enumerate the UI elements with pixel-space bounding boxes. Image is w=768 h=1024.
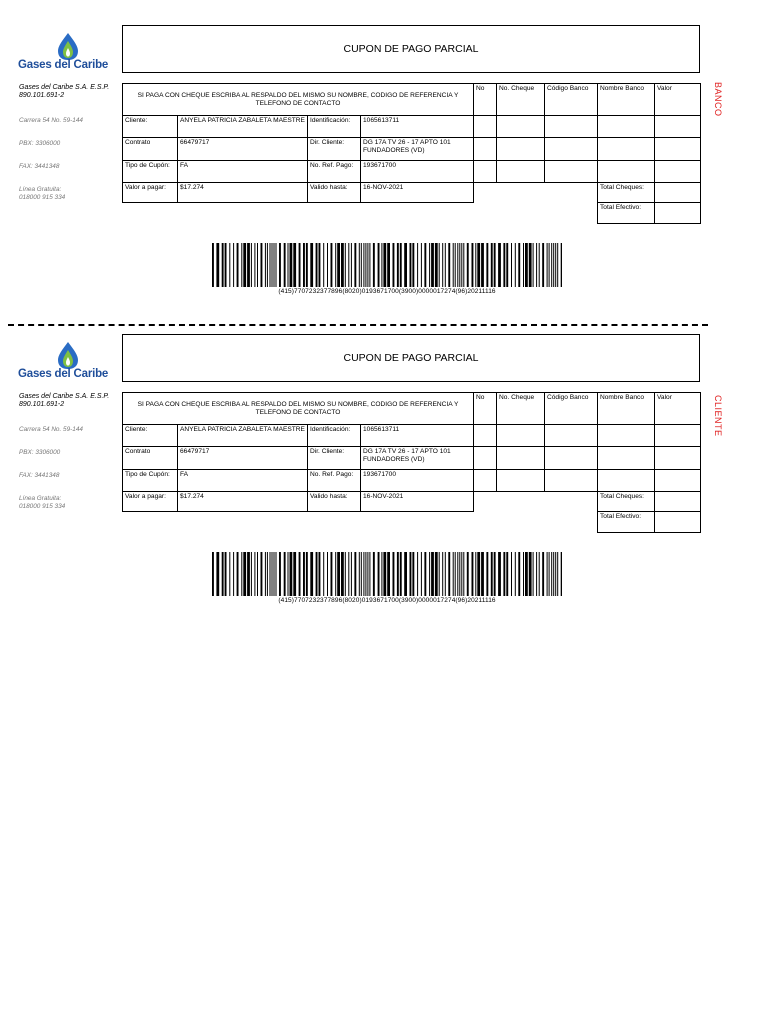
valor-pagar-label: Valor a pagar: (123, 183, 178, 203)
tipo-cupon-value: FA (178, 470, 308, 492)
check-cell (545, 447, 598, 470)
header-nombre-banco: Nombre Banco (598, 393, 655, 425)
check-cell (545, 161, 598, 183)
company-fax: FAX: 3441348 (19, 472, 60, 479)
cliente-value: ANYELA PATRICIA ZABALETA MAESTRE (178, 425, 308, 447)
valor-pagar-value: $17.274 (178, 183, 308, 203)
check-cell (655, 138, 701, 161)
check-notice: SI PAGA CON CHEQUE ESCRIBA AL RESPALDO DEL MISMO SU NOMBRE, CODIGO DE REFERENCIA Y TELEFONO DE CONTACTO (123, 84, 474, 116)
total-efectivo-label: Total Efectivo: (598, 512, 655, 533)
check-cell (598, 161, 655, 183)
valor-pagar-label: Valor a pagar: (123, 492, 178, 512)
total-efectivo-label: Total Efectivo: (598, 203, 655, 224)
check-cell (598, 447, 655, 470)
check-cell (474, 425, 497, 447)
header-valor: Valor (655, 84, 701, 116)
identificacion-label: Identificación: (308, 116, 361, 138)
total-cheques-value (655, 492, 701, 512)
dir-cliente-label: Dir. Cliente: (308, 447, 361, 470)
header-codigo-banco: Código Banco (545, 393, 598, 425)
check-cell (598, 138, 655, 161)
dir-cliente-value: DG 17A TV 26 - 17 APTO 101 FUNDADORES (VD) (361, 138, 474, 161)
total-cheques-label: Total Cheques: (598, 492, 655, 512)
identificacion-value: 1065613711 (361, 425, 474, 447)
tipo-cupon-label: Tipo de Cupón: (123, 161, 178, 183)
check-cell (474, 161, 497, 183)
company-address: Carrera 54 No. 59-144 (19, 117, 83, 124)
valido-hasta-value: 16-NOV-2021 (361, 183, 474, 203)
check-cell (598, 116, 655, 138)
company-name (19, 84, 119, 100)
company-nit: 890.101.691-2 (19, 401, 65, 408)
tipo-cupon-label: Tipo de Cupón: (123, 470, 178, 492)
no-ref-pago-label: No. Ref. Pago: (308, 470, 361, 492)
company-name (19, 393, 119, 409)
valido-hasta-value: 16-NOV-2021 (361, 492, 474, 512)
check-cell (474, 447, 497, 470)
contrato-label: Contrato (123, 138, 178, 161)
cliente-value: ANYELA PATRICIA ZABALETA MAESTRE (178, 116, 308, 138)
free-line-number: 018000 915 334 (19, 502, 66, 510)
dir-cliente-label: Dir. Cliente: (308, 138, 361, 161)
check-cell (655, 470, 701, 492)
header-valor: Valor (655, 393, 701, 425)
barcode (212, 243, 562, 287)
check-cell (497, 447, 545, 470)
company-free-line (19, 186, 65, 201)
check-cell (655, 425, 701, 447)
barcode-number: (415)7707232377896(8020)0193671700(3900)0000017274(96)20211116 (278, 597, 496, 604)
logo-wordmark: Gases del Caribe (18, 59, 109, 71)
total-efectivo-value (655, 512, 701, 533)
cliente-label: Cliente: (123, 425, 178, 447)
total-cheques-value (655, 183, 701, 203)
check-cell (655, 161, 701, 183)
company-pbx: PBX: 3306000 (19, 449, 61, 456)
coupon-cliente (0, 334, 768, 634)
total-cheques-label: Total Cheques: (598, 183, 655, 203)
flame-drop-icon (16, 340, 120, 370)
check-cell (474, 138, 497, 161)
logo-wordmark: Gases del Caribe (18, 368, 109, 380)
dir-cliente-value: DG 17A TV 26 - 17 APTO 101 FUNDADORES (VD) (361, 447, 474, 470)
header-no: No (474, 84, 497, 116)
company-name-text: Gases del Caribe S.A. E.S.P. (19, 393, 110, 400)
no-ref-pago-value: 193671700 (361, 161, 474, 183)
check-cell (474, 116, 497, 138)
check-cell (655, 116, 701, 138)
company-name-text: Gases del Caribe S.A. E.S.P. (19, 84, 110, 91)
free-line-number: 018000 915 334 (19, 193, 66, 201)
barcode (212, 552, 562, 596)
total-efectivo-value (655, 203, 701, 224)
tipo-cupon-value: FA (178, 161, 308, 183)
company-logo (16, 31, 120, 75)
copy-label-banco: BANCO (713, 82, 723, 117)
check-cell (497, 161, 545, 183)
company-free-line (19, 495, 65, 510)
identificacion-label: Identificación: (308, 425, 361, 447)
coupon-title: CUPON DE PAGO PARCIAL (122, 334, 700, 382)
coupon-banco (0, 25, 768, 325)
check-cell (545, 470, 598, 492)
check-cell (655, 447, 701, 470)
check-cell (497, 138, 545, 161)
flame-drop-icon (16, 31, 120, 61)
company-fax: FAX: 3441348 (19, 163, 60, 170)
header-no-cheque: No. Cheque (497, 84, 545, 116)
check-cell (545, 116, 598, 138)
valido-hasta-label: Valido hasta: (308, 492, 361, 512)
check-cell (497, 116, 545, 138)
valor-pagar-value: $17.274 (178, 492, 308, 512)
free-line-label: Línea Gratuita: (19, 186, 62, 193)
company-address: Carrera 54 No. 59-144 (19, 426, 83, 433)
payment-table (122, 83, 701, 224)
contrato-label: Contrato (123, 447, 178, 470)
coupon-title: CUPON DE PAGO PARCIAL (122, 25, 700, 73)
barcode-number: (415)7707232377896(8020)0193671700(3900)0000017274(96)20211116 (278, 288, 496, 295)
check-cell (598, 470, 655, 492)
header-nombre-banco: Nombre Banco (598, 84, 655, 116)
cliente-label: Cliente: (123, 116, 178, 138)
check-cell (598, 425, 655, 447)
copy-label-cliente: CLIENTE (713, 395, 723, 437)
check-notice: SI PAGA CON CHEQUE ESCRIBA AL RESPALDO DEL MISMO SU NOMBRE, CODIGO DE REFERENCIA Y TELEFONO DE CONTACTO (123, 393, 474, 425)
check-cell (497, 425, 545, 447)
payment-table (122, 392, 701, 533)
header-no-cheque: No. Cheque (497, 393, 545, 425)
header-no: No (474, 393, 497, 425)
no-ref-pago-value: 193671700 (361, 470, 474, 492)
valido-hasta-label: Valido hasta: (308, 183, 361, 203)
company-pbx: PBX: 3306000 (19, 140, 61, 147)
contrato-value: 66479717 (178, 447, 308, 470)
identificacion-value: 1065613711 (361, 116, 474, 138)
check-cell (545, 425, 598, 447)
header-codigo-banco: Código Banco (545, 84, 598, 116)
check-cell (545, 138, 598, 161)
contrato-value: 66479717 (178, 138, 308, 161)
check-cell (497, 470, 545, 492)
check-cell (474, 470, 497, 492)
no-ref-pago-label: No. Ref. Pago: (308, 161, 361, 183)
company-logo (16, 340, 120, 384)
company-nit: 890.101.691-2 (19, 92, 65, 99)
free-line-label: Línea Gratuita: (19, 495, 62, 502)
cut-line (8, 324, 708, 326)
